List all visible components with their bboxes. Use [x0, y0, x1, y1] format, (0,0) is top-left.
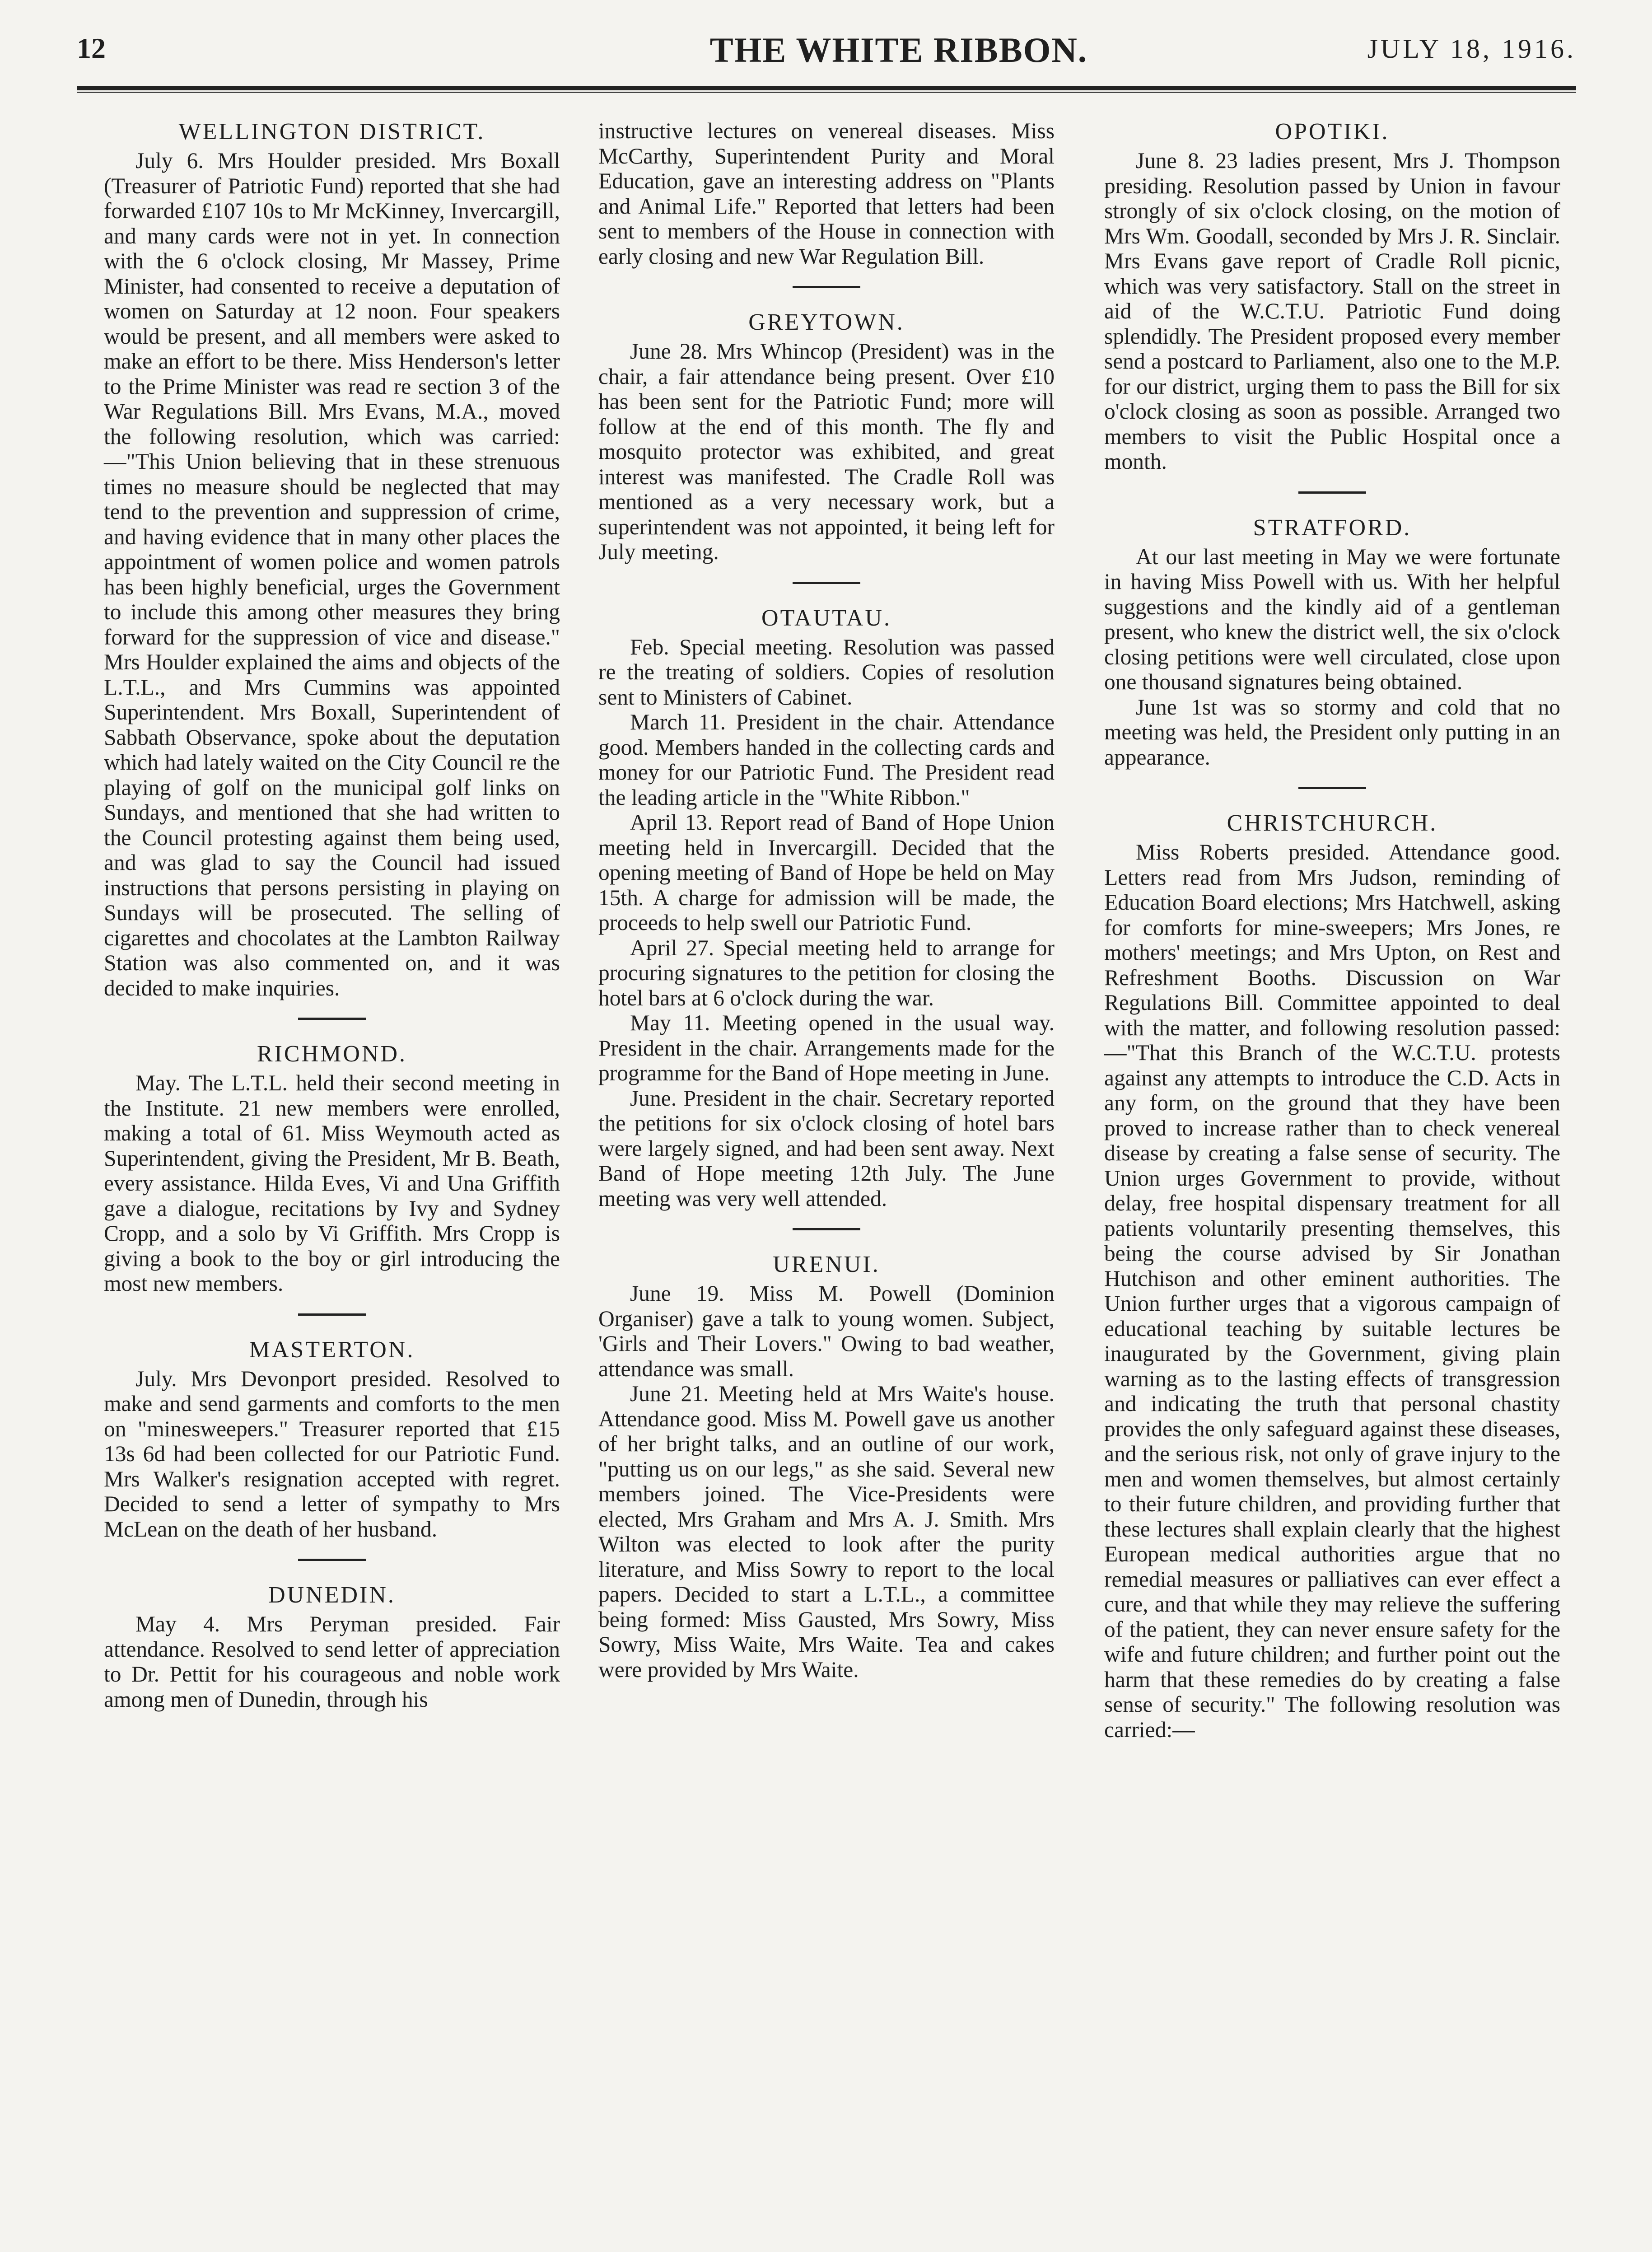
section-paragraph: July 6. Mrs Houlder presided. Mrs Boxall (Treasurer of Patriotic Fund) reported that she had forwarded £107 10s to Mr McKinney, Invercargill, and many cards were not in yet. In connection with the 6 o'clock closing, Mr Massey, Prime Minister, had consented to receive a deputation of women on Saturday at 12 noon. Four speakers would be present, and all members were asked to make an effort to be there. Miss Henderson's letter to the Prime Minister was read re section 3 of the War Regulations Bill. Mrs Evans, M.A., moved the following resolution, which was carried:—"This Union believing that in these strenuous times no measure should be neglected that may tend to the prevention and suppression of crime, and having evidence that in many other places the appointment of women police and women patrols has been highly beneficial, urges the Government to include this among other measures they bring forward for the suppression of vice and disease." Mrs Houlder explained the aims and objects of the L.T.L., and Mrs Cummins was appointed Superintendent. Mrs Boxall, Superintendent of Sabbath Observance, spoke about the deputation which had lately waited on the City Council re the playing of golf on the municipal golf links on Sundays, and mentioned that she had written to the Council protesting against them being used, and was glad to say the Council had issued instructions that persons persisting in playing on Sundays will be prosecuted. The selling of cigarettes and chocolates at the Lambton Railway Station was also commented on, and it was decided to make inquiries.	[104, 148, 560, 1000]
issue-date: JULY 18, 1916.	[1367, 34, 1576, 64]
section-heading: WELLINGTON DISTRICT.	[178, 119, 485, 145]
section-divider	[298, 1559, 366, 1561]
section-paragraph: May. The L.T.L. held their second meeting in the Institute. 21 new members were enrolled, making a total of 61. Miss Weymouth acted as Superintendent, giving the President, Mr B. Beath, every assistance. Hilda Eves, Vi and Una Griffith gave a dialogue, recitations by Ivy and Sydney Cropp, and a solo by Vi Griffith. Mrs Cropp is giving a book to the boy or girl introducing the most new members.	[104, 1070, 560, 1296]
page-number: 12	[77, 32, 106, 64]
section-paragraph: June 21. Meeting held at Mrs Waite's house. Attendance good. Miss M. Powell gave us another of her bright talks, and an outline of our work, "putting us on our legs," as she said. Several new members joined. The Vice-Presidents were elected, Mrs Graham and Mrs A. J. Smith. Mrs Wilton was elected to look after the purity literature, and Miss Sowry to report to the local papers. Decided to start a L.T.L., a committee being formed: Miss Gausted, Mrs Sowry, Miss Sowry, Miss Waite, Mrs Waite. Tea and cakes were provided by Mrs Waite.	[598, 1381, 1055, 1682]
section-heading: GREYTOWN.	[748, 309, 905, 335]
section-paragraph: June. President in the chair. Secretary reported the petitions for six o'clock closing of hotel bars were largely signed, and had been sent away. Next Band of Hope meeting 12th July. The June meeting was very well attended.	[598, 1085, 1055, 1211]
section-heading: DUNEDIN.	[268, 1582, 396, 1608]
section-paragraph: April 27. Special meeting held to arrange for procuring signatures to the petition for closing the hotel bars at 6 o'clock during the war.	[598, 935, 1055, 1010]
section-divider	[793, 582, 860, 584]
section-divider	[793, 1228, 860, 1230]
section-paragraph: June 19. Miss M. Powell (Dominion Organiser) gave a talk to young women. Subject, 'Girls and Their Lovers." Owing to bad weather, attendance was small.	[598, 1281, 1055, 1381]
section-paragraph: March 11. President in the chair. Attendance good. Members handed in the collecting cards and money for our Patriotic Fund. The President read the leading article in the "White Ribbon."	[598, 710, 1055, 810]
section-divider	[298, 1018, 366, 1020]
section-heading: URENUI.	[773, 1252, 880, 1277]
section-paragraph: May 11. Meeting opened in the usual way. President in the chair. Arrangements made for the programme for the Band of Hope meeting in June.	[598, 1010, 1055, 1085]
section-paragraph: Feb. Special meeting. Resolution was passed re the treating of soldiers. Copies of resolution sent to Ministers of Cabinet.	[598, 634, 1055, 710]
publication-title: THE WHITE RIBBON.	[709, 30, 1088, 70]
section-divider	[1298, 787, 1366, 789]
section-paragraph: June 8. 23 ladies present, Mrs J. Thompson presiding. Resolution passed by Union in favour strongly of six o'clock closing, on the motion of Mrs Wm. Goodall, seconded by Mrs J. R. Sinclair. Mrs Evans gave report of Cradle Roll picnic, which was very satisfactory. Stall on the street in aid of the W.C.T.U. Patriotic Fund doing splendidly. The President proposed every member send a postcard to Parliament, also one to the M.P. for our district, urging them to pass the Bill for six o'clock closing as soon as possible. Arranged two members to visit the Public Hospital once a month.	[1104, 148, 1560, 474]
section-paragraph: June 28. Mrs Whincop (President) was in the chair, a fair attendance being present. Over £10 has been sent for the Patriotic Fund; more will follow at the end of this month. The fly and mosquito protector was exhibited, and great interest was manifested. The Cradle Roll was mentioned as a very necessary work, but a superintendent was not appointed, it being left for July meeting.	[598, 339, 1055, 564]
section-paragraph: July. Mrs Devonport presided. Resolved to make and send garments and comforts to the men on "minesweepers." Treasurer reported that £15 13s 6d had been collected for our Patriotic Fund. Mrs Walker's resignation accepted with regret. Decided to send a letter of sympathy to Mrs McLean on the death of her husband.	[104, 1366, 560, 1542]
section-paragraph: At our last meeting in May we were fortunate in having Miss Powell with us. With her helpful suggestions and the kindly aid of a gentleman present, who knew the district well, the six o'clock closing petitions were well circulated, close upon one thousand signatures being obtained.	[1104, 544, 1560, 694]
header-rule	[77, 86, 1576, 93]
section-heading: RICHMOND.	[257, 1041, 407, 1067]
section-heading: CHRISTCHURCH.	[1227, 810, 1438, 836]
section-divider	[1298, 491, 1366, 494]
section-paragraph: May 4. Mrs Peryman presided. Fair attendance. Resolved to send letter of appreciation to Dr. Pettit for his courageous and noble work among men of Dunedin, through his	[104, 1612, 560, 1712]
section-paragraph: Miss Roberts presided. Attendance good. Letters read from Mrs Judson, reminding of Education Board elections; Mrs Hatchwell, asking for comforts for mine-sweepers; Mrs Jones, re mothers' meetings; and Mrs Upton, on Rest and Refreshment Booths. Discussion on War Regulations Bill. Committee appointed to deal with the matter, and following resolution passed:—"That this Branch of the W.C.T.U. protests against any attempts to introduce the C.D. Acts in any form, on the ground that they have been proved to increase rather than to check venereal disease by creating a false sense of security. The Union urges Government to provide, without delay, free hospital dispensary treatment for all patients voluntarily presenting themselves, this being the course advised by Sir Jonathan Hutchison and other eminent authorities. The Union further urges that a vigorous campaign of educational teaching by suitable lectures be inaugurated by the Government, giving plain warning as to the lasting effects of transgression and indicating the truth that personal chastity provides the only safeguard against these diseases, and the serious risk, not only of grave injury to the men and women themselves, but almost certainly to their future children, and providing further that these lectures shall explain clearly that the highest European medical authorities argue that no remedial measures or palliatives can ever effect a cure, and that while they may relieve the suffering of the patient, they can never ensure safety for the wife and future children; and further point out the harm that these remedies do by creating a false sense of security." The following resolution was carried:—	[1104, 840, 1560, 1742]
section-paragraph: instructive lectures on venereal diseases. Miss McCarthy, Superintendent Purity and Moral Education, gave an interesting address on "Plants and Animal Life." Reported that letters had been sent to members of the House in connection with early closing and new War Regulation Bill.	[598, 118, 1055, 269]
column-1	[104, 118, 560, 1712]
section-heading: OTAUTAU.	[761, 605, 891, 631]
section-divider	[298, 1313, 366, 1316]
section-heading: OPOTIKI.	[1275, 119, 1390, 145]
column-3	[1104, 118, 1560, 1742]
section-heading: STRATFORD.	[1253, 514, 1412, 541]
section-heading: MASTERTON.	[249, 1336, 415, 1363]
page-header	[77, 32, 1576, 86]
section-paragraph: June 1st was so stormy and cold that no meeting was held, the President only putting in an appearance.	[1104, 694, 1560, 770]
section-paragraph: April 13. Report read of Band of Hope Union meeting held in Invercargill. Decided that the opening meeting of Band of Hope be held on May 15th. A charge for admission will be made, the proceeds to help swell our Patriotic Fund.	[598, 810, 1055, 935]
section-divider	[793, 286, 860, 288]
column-2	[598, 118, 1055, 1682]
